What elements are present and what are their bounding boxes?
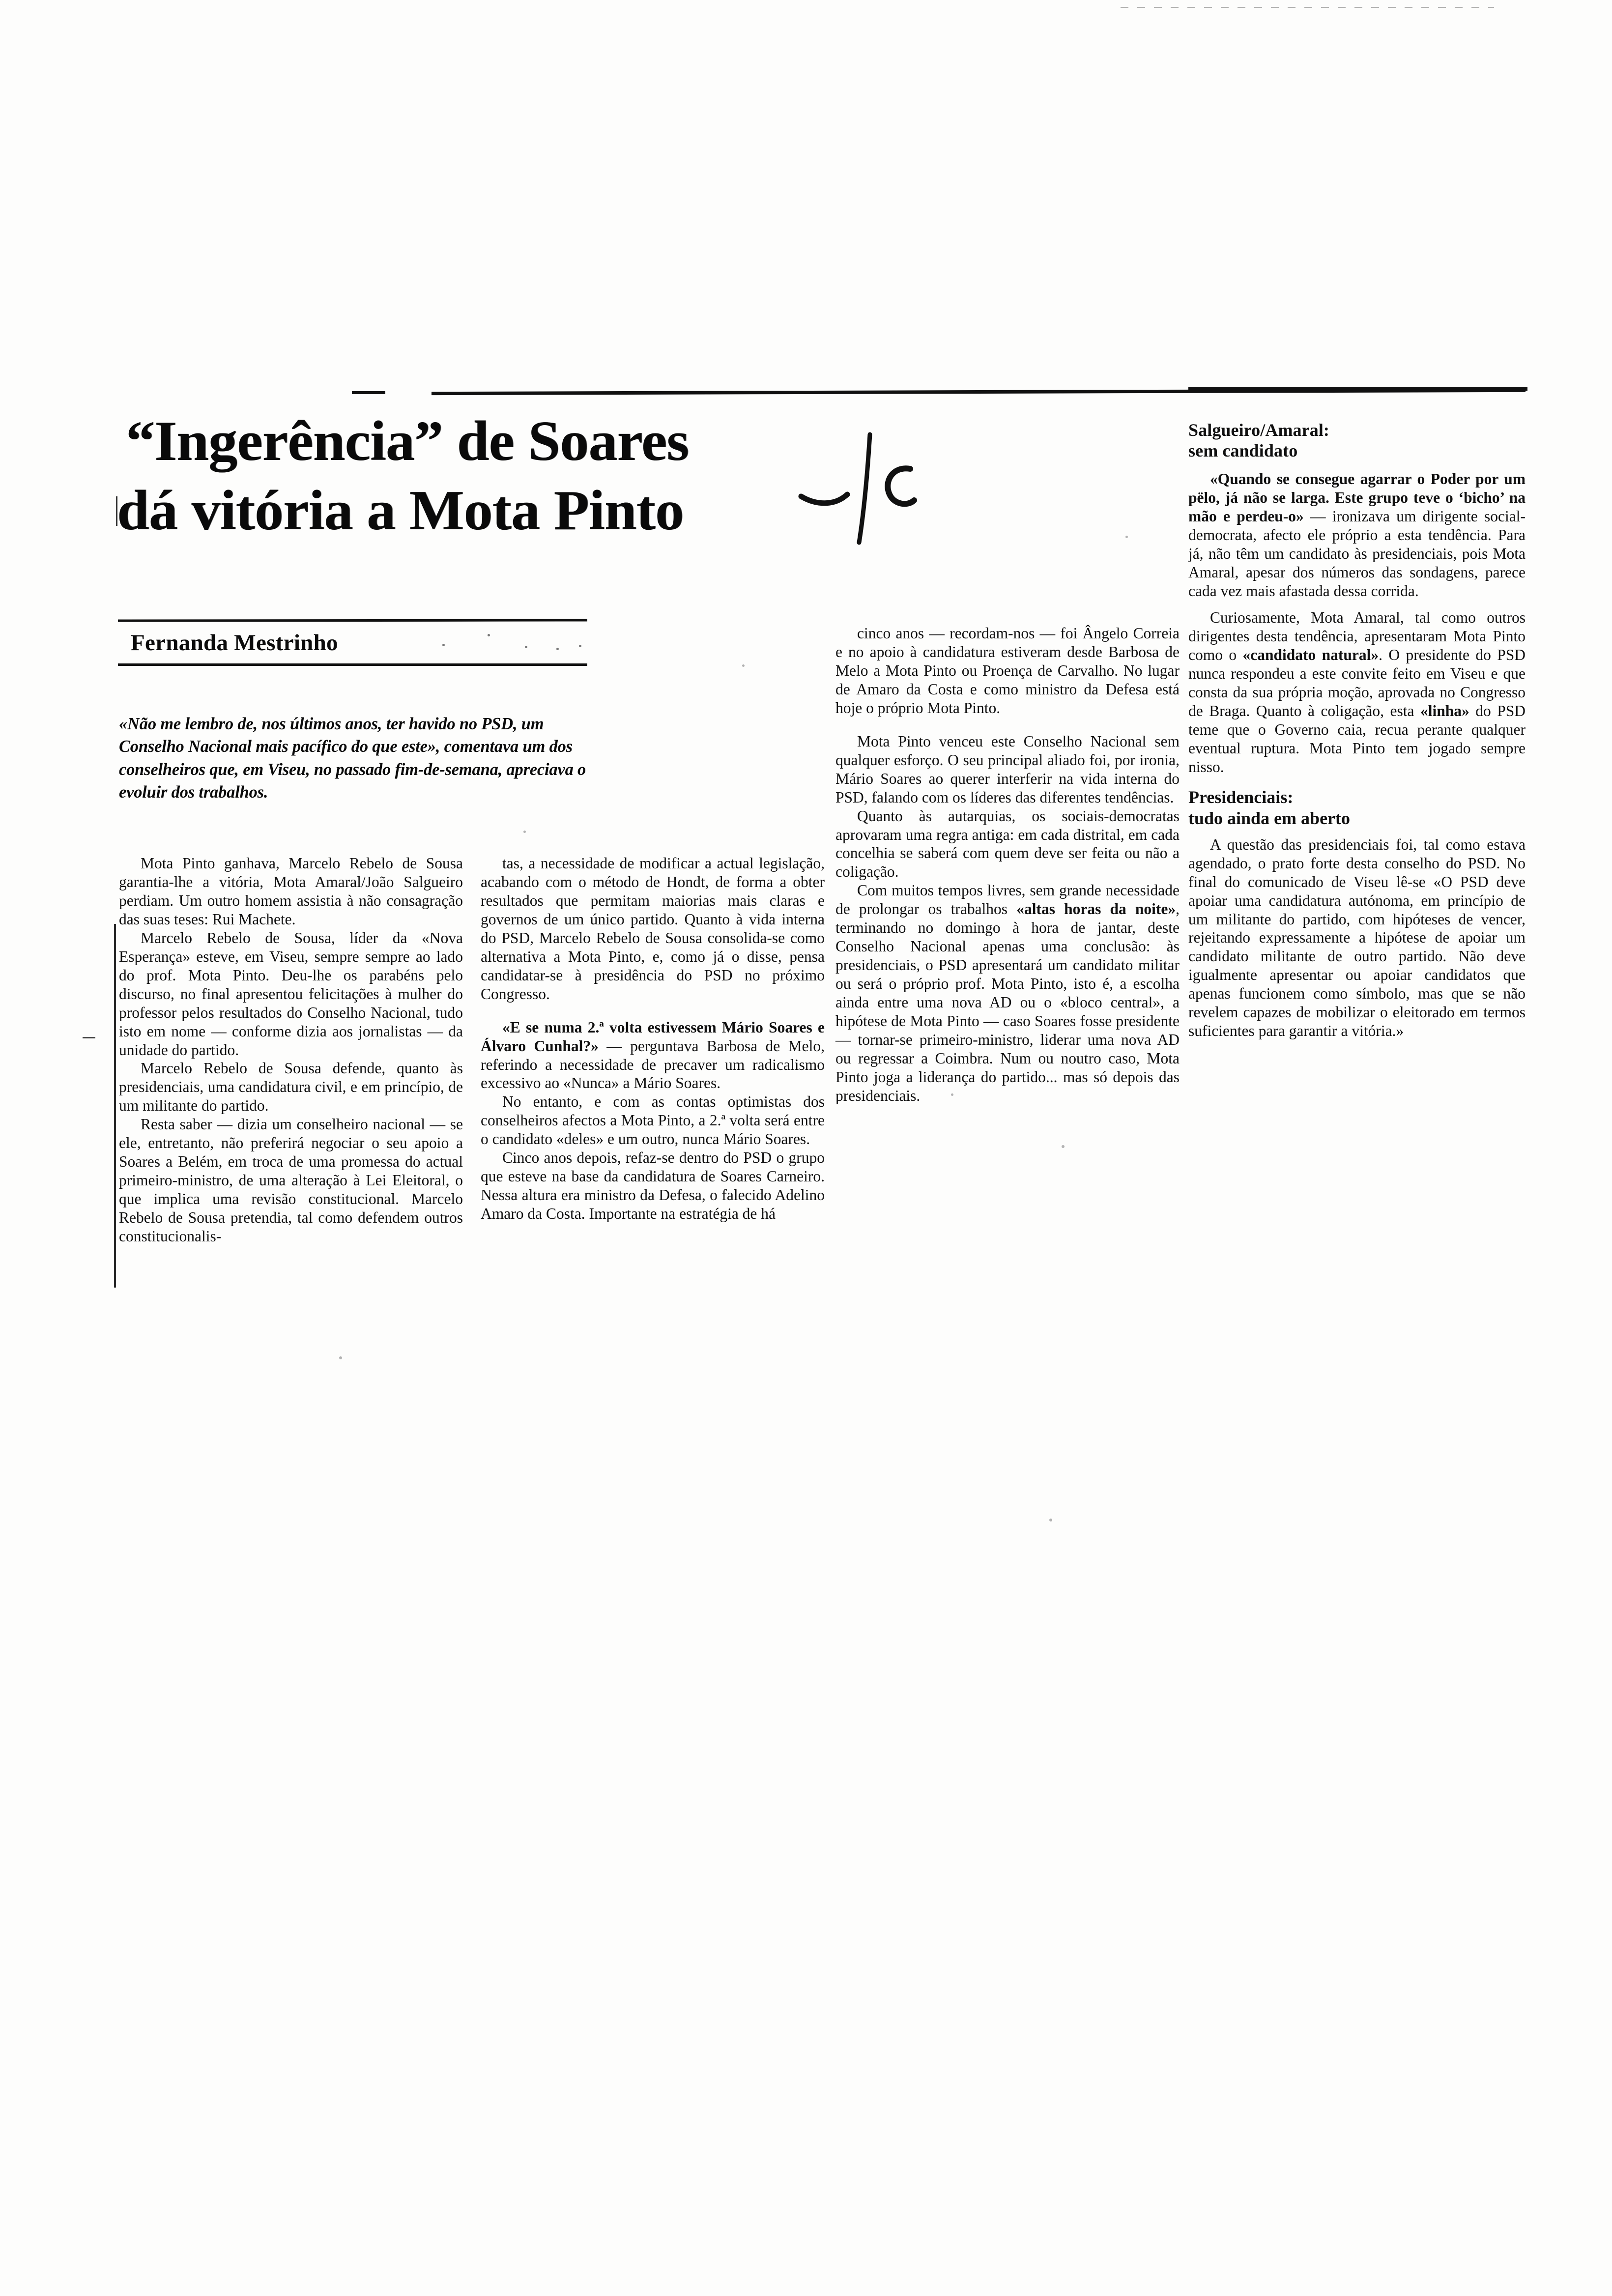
headline-line-1: “Ingerência” de Soares bbox=[126, 410, 689, 473]
scan-speck bbox=[1049, 1519, 1052, 1521]
column-3 bbox=[835, 624, 1180, 1105]
paragraph-with-bold-phrases bbox=[1188, 608, 1526, 776]
paragraph-with-bold-lead bbox=[1188, 470, 1526, 601]
scan-speck bbox=[523, 831, 526, 833]
scan-speck bbox=[951, 1093, 953, 1096]
byline bbox=[118, 619, 587, 666]
paragraph: tas, a necessidade de modificar a actual legislação, acabando com o método de Hondt, de forma a obter resultados que permitam maiorias mais claras e governos de um único partido. Quanto à vida interna do PSD, Marcelo Rebelo de Sousa consolida-se como alternativa a Mota Pinto, e, como já o disse, pensa candidatar-se à presidência do PSD no próximo Congresso. bbox=[481, 855, 825, 1003]
column-4 bbox=[1188, 420, 1526, 1040]
column-1 bbox=[119, 854, 463, 1246]
subheading-presidenciais bbox=[1188, 787, 1526, 828]
lead-paragraph: «Não me lembro de, nos últimos anos, ter havido no PSD, um Conselho Nacional mais pacífico do que este», comentava um dos conselheiros que, em Viseu, no passado fim-de-semana, apreciava o evoluir dos trabalhos. bbox=[119, 715, 586, 802]
subheading-line-2: tudo ainda em aberto bbox=[1188, 808, 1351, 828]
byline-author: Fernanda Mestrinho bbox=[131, 630, 338, 656]
paragraph: Cinco anos depois, refaz-se dentro do PSD o grupo que esteve na base da candidatura de Soares Carneiro. Nessa altura era ministro da Defesa, o falecido Adelino Amaro da Costa. Importante na estratégia de há bbox=[481, 1149, 825, 1223]
left-margin-mark-2 bbox=[114, 924, 116, 1288]
byline-scan-dots bbox=[432, 631, 590, 651]
subheading-line-1: Salgueiro/Amaral: bbox=[1188, 420, 1330, 440]
bold-phrase-linha: «linha» bbox=[1420, 702, 1469, 719]
paragraph-pre: Curiosamente, Mota Amaral, tal como outros dirigentes desta tendência, apresentaram Mota Pinto como o bbox=[1188, 608, 1526, 663]
paragraph-with-bold-lead bbox=[481, 1018, 825, 1093]
bold-quote-lead: «Quando se consegue agarrar o Poder por um pëlo, já não se larga. Este grupo teve o ‘bicho’ na mão e perdeu-o» bbox=[1188, 470, 1526, 525]
column4-top-rule bbox=[1188, 387, 1527, 391]
scan-speck bbox=[1062, 1145, 1065, 1148]
paragraph-with-bold-phrase bbox=[835, 881, 1180, 1105]
paragraph: Mota Pinto venceu este Conselho Nacional sem qualquer esforço. O seu principal aliado foi, por ironia, Mário Soares ao querer interferir na vida interna do PSD, falando com os líderes das diferentes tendências. bbox=[835, 732, 1180, 806]
scan-speck bbox=[1125, 536, 1128, 538]
paragraph-mid: . O presidente do PSD nunca respondeu a este convite feito em Viseu e que consta da sua própria moção, aprovada no Congresso de Braga. Quanto à coligação, esta bbox=[1188, 646, 1526, 719]
paragraph: Marcelo Rebelo de Sousa defende, quanto às presidenciais, uma candidatura civil, e em princípio, de um militante do partido. bbox=[119, 1060, 463, 1115]
byline-rule-bottom bbox=[118, 663, 587, 666]
paragraph-pre: Com muitos tempos livres, sem grande necessidade de prolongar os trabalhos bbox=[835, 882, 1180, 918]
paragraph-rest: — ironizava um dirigente social-democrata, afecto ele próprio a esta tendência. Para já, não têm um candidato às presidenciais, pois Mota Amaral, apesar dos números das sondagens, parece cada vez mais afastada dessa corrida. bbox=[1188, 508, 1526, 600]
bold-phrase-candidato-natural: «candidato natural» bbox=[1242, 646, 1379, 663]
byline-rule-top bbox=[118, 619, 587, 622]
paragraph: Mota Pinto ganhava, Marcelo Rebelo de Sousa garantia-lhe a vitória, Mota Amaral/João Salgueiro perdiam. Um outro homem assistia à não consagração das suas teses: Rui Machete. bbox=[119, 855, 463, 928]
paragraph-rest: — perguntava Barbosa de Melo, referindo a necessidade de precaver um radicalismo excessivo ao «Nunca» a Mário Soares. bbox=[481, 1037, 825, 1092]
column-2 bbox=[481, 854, 825, 1223]
paragraph: Marcelo Rebelo de Sousa, líder da «Nova Esperança» esteve, em Viseu, sempre sempre ao lado do prof. Mota Pinto. Deu-lhe os parabéns pelo discurso, no final apresentou felicitações à mulher do professor pelos resultados do Conselho Nacional, tudo isto em nome — conforme dizia aos jornalistas — da unidade do partido. bbox=[119, 929, 463, 1059]
paragraph-rest: , terminando no domingo à hora de jantar, deste Conselho Nacional apenas uma conclusão: às presidenciais, o PSD apresentará um candidato militar ou será o próprio prof. Mota Pinto, isto é, a escolha ainda entre uma nova AD ou o «bloco central», a hipótese de Mota Pinto — caso Soares fosse presidente — tornar-se primeiro-ministro, liderar uma nova AD ou regressar a Coimbra. Num ou noutro caso, Mota Pinto joga a liderança do partido... mas só depois das presidenciais. bbox=[835, 900, 1180, 1104]
scan-speck bbox=[742, 664, 745, 667]
paragraph: No entanto, e com as contas optimistas dos conselheiros afectos a Mota Pinto, a 2.ª volta será entre o candidato «deles» e um outro, nunca Mário Soares. bbox=[481, 1093, 825, 1148]
headline-line-2: dá vitória a Mota Pinto bbox=[117, 479, 684, 542]
scan-speck bbox=[339, 1356, 342, 1359]
subheading-line-1: Presidenciais: bbox=[1188, 787, 1294, 807]
paragraph-gap bbox=[481, 1004, 825, 1018]
paragraph-rest: do PSD teme que o Governo caia, recua perante qualquer eventual ruptura. Mota Pinto tem jogado sempre nisso. bbox=[1188, 702, 1526, 775]
paragraph: Quanto às autarquias, os sociais-democratas aprovaram uma regra antiga: em cada distrital, em cada concelhia se saberá com quem deve ser feita ou não a coligação. bbox=[835, 807, 1180, 881]
left-margin-tick bbox=[83, 1037, 95, 1038]
paragraph: Resta saber — dizia um conselheiro nacional — se ele, entretanto, não preferirá negociar o seu apoio a Soares a Belém, em troca de uma promessa do actual primeiro-ministro, de uma alteração à Lei Eleitoral, o que implica uma revisão constitucional. Marcelo Rebelo de Sousa pretendia, tal como defendem outros constitucionalis- bbox=[119, 1116, 463, 1245]
bold-quote-lead: «E se numa 2.ª volta estivessem Mário Soares e Álvaro Cunhal?» bbox=[481, 1018, 825, 1055]
subheading-line-2: sem candidato bbox=[1188, 441, 1298, 461]
headline-top-rule-stub bbox=[352, 391, 385, 394]
subheading-salgueiro-amaral bbox=[1188, 420, 1526, 461]
headline bbox=[117, 408, 1002, 545]
paragraph-gap bbox=[835, 718, 1180, 732]
bold-phrase: «altas horas da noite» bbox=[1016, 900, 1176, 918]
paragraph-gap bbox=[1188, 601, 1526, 608]
paragraph: cinco anos — recordam-nos — foi Ângelo Correia e no apoio à candidatura estiveram desde Barbosa de Melo a Mota Pinto ou Proença de Carvalho. No lugar de Amaro da Costa e como ministro da Defesa está hoje o próprio Mota Pinto. bbox=[835, 625, 1180, 717]
scan-artifact-dashed-rule bbox=[1121, 7, 1494, 8]
paragraph: A questão das presidenciais foi, tal como estava agendado, o prato forte desta conselho do PSD. No final do comunicado de Viseu lê-se «O PSD deve apoiar uma candidatura autónoma, em princípio de um militante do partido, com hipóteses de vencer, rejeitando expressamente a hipótese de apoiar um candidato militante de outro partido. Não deve igualmente apresentar ou apoiar candidatos que apenas funcionem como símbolo, mas que se não revelem capazes de mobilizar o eleitorado em termos suficientes para garantir a vitória.» bbox=[1188, 835, 1526, 1040]
